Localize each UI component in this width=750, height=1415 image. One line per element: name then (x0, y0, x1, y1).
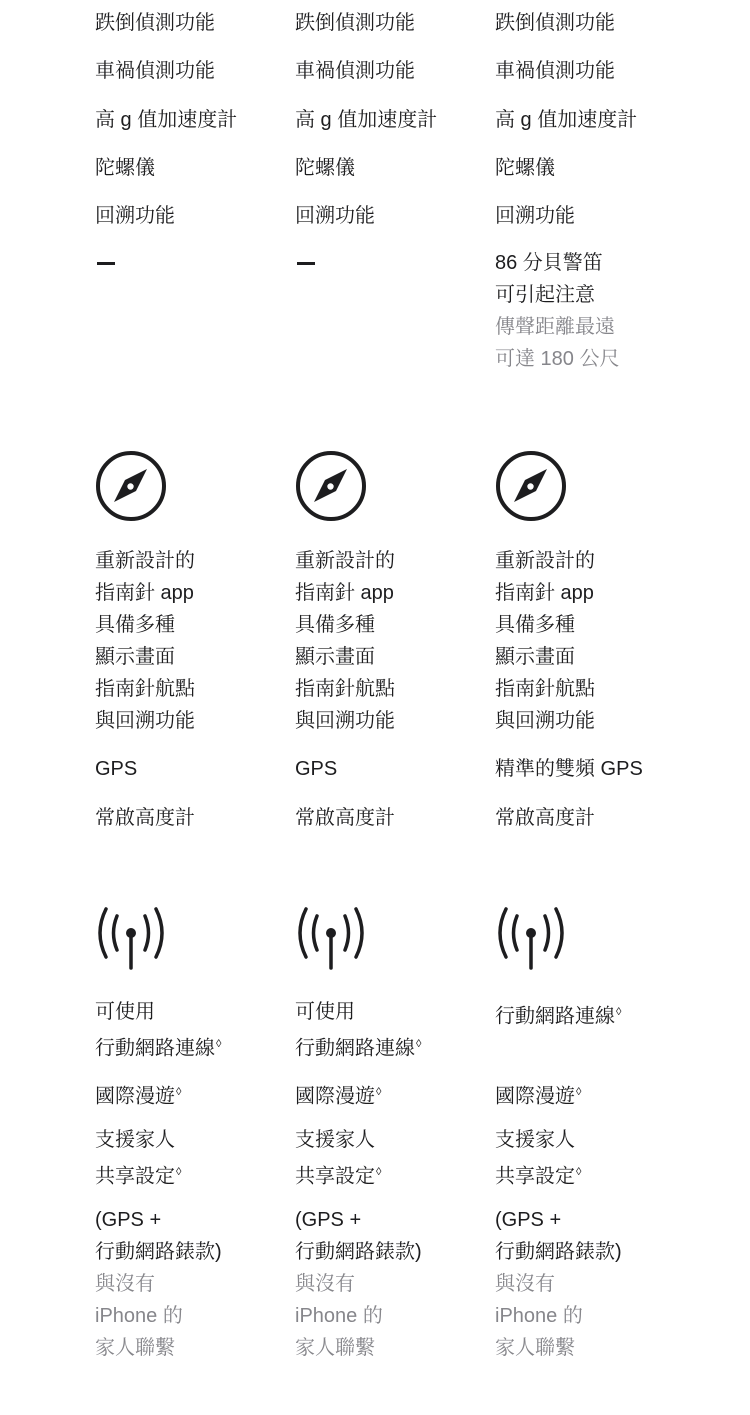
backtrack: 回溯功能 (495, 205, 575, 227)
compass-icon (495, 450, 567, 522)
note-secondary-line: 家人聯繫 (295, 1337, 375, 1359)
compass-line: 與回溯功能 (295, 710, 395, 732)
gps-label: GPS (95, 758, 138, 780)
footnote-mark: ◊ (376, 1166, 382, 1178)
roaming-label: 國際漫遊◊ (95, 1085, 182, 1108)
cellular-line: 行動網路連線◊ (95, 1037, 222, 1060)
note-secondary-line: iPhone 的 (95, 1305, 183, 1327)
compass-line: 具備多種 (495, 614, 575, 636)
backtrack: 回溯功能 (95, 205, 175, 227)
footnote-mark: ◊ (576, 1086, 582, 1098)
compass-line: 指南針航點 (295, 678, 395, 700)
note-line: 行動網路錶款) (95, 1241, 222, 1263)
not-available-dash (97, 262, 115, 265)
note-line: 行動網路錶款) (495, 1241, 622, 1263)
note-line: (GPS + (295, 1209, 362, 1231)
cellular-antenna-icon (95, 902, 167, 974)
compass-line: 指南針 app (495, 582, 594, 604)
compass-icon (95, 450, 167, 522)
high-g-accelerometer: 高 g 值加速度計 (95, 109, 238, 131)
note-secondary-line: 與沒有 (495, 1273, 555, 1295)
fall-detection: 跌倒偵測功能 (495, 12, 615, 34)
compass-line: 重新設計的 (495, 550, 595, 572)
cellular-line: 行動網路連線◊ (495, 1005, 622, 1028)
footnote-mark: ◊ (576, 1166, 582, 1178)
roaming-label: 國際漫遊◊ (495, 1085, 582, 1108)
note-secondary-line: iPhone 的 (495, 1305, 583, 1327)
note-line: (GPS + (495, 1209, 562, 1231)
cellular-antenna-icon (495, 902, 567, 974)
siren-line: 可引起注意 (495, 284, 595, 306)
high-g-accelerometer: 高 g 值加速度計 (295, 109, 438, 131)
footnote-mark: ◊ (616, 1006, 622, 1018)
note-secondary-line: 家人聯繫 (95, 1337, 175, 1359)
compass-line: 具備多種 (295, 614, 375, 636)
compass-line: 顯示畫面 (495, 646, 575, 668)
gyroscope: 陀螺儀 (295, 157, 355, 179)
altimeter-label: 常啟高度計 (95, 807, 195, 829)
compass-line: 顯示畫面 (295, 646, 375, 668)
note-secondary-line: 家人聯繫 (495, 1337, 575, 1359)
crash-detection: 車禍偵測功能 (295, 60, 415, 82)
not-available-dash (297, 262, 315, 265)
siren-secondary-line: 傳聲距離最遠 (495, 316, 615, 338)
footnote-mark: ◊ (416, 1038, 422, 1050)
compass-line: 指南針 app (295, 582, 394, 604)
fall-detection: 跌倒偵測功能 (295, 12, 415, 34)
family-setup-line: 共享設定◊ (295, 1165, 382, 1188)
compass-line: 顯示畫面 (95, 646, 175, 668)
crash-detection: 車禍偵測功能 (495, 60, 615, 82)
altimeter-label: 常啟高度計 (495, 807, 595, 829)
gps-label: GPS (295, 758, 338, 780)
cellular-antenna-icon (295, 902, 367, 974)
compass-line: 指南針 app (95, 582, 194, 604)
altimeter-label: 常啟高度計 (295, 807, 395, 829)
compass-icon (295, 450, 367, 522)
cellular-line: 可使用 (295, 1001, 355, 1023)
roaming-label: 國際漫遊◊ (295, 1085, 382, 1108)
compass-line: 與回溯功能 (95, 710, 195, 732)
cellular-line: 可使用 (95, 1001, 155, 1023)
note-line: (GPS + (95, 1209, 162, 1231)
compass-line: 與回溯功能 (495, 710, 595, 732)
fall-detection: 跌倒偵測功能 (95, 12, 215, 34)
gps-label: 精準的雙頻 GPS (495, 758, 643, 780)
siren-secondary-line: 可達 180 公尺 (495, 348, 620, 370)
compass-line: 重新設計的 (295, 550, 395, 572)
note-secondary-line: iPhone 的 (295, 1305, 383, 1327)
note-secondary-line: 與沒有 (95, 1273, 155, 1295)
gyroscope: 陀螺儀 (95, 157, 155, 179)
compass-line: 指南針航點 (95, 678, 195, 700)
footnote-mark: ◊ (216, 1038, 222, 1050)
crash-detection: 車禍偵測功能 (95, 60, 215, 82)
family-setup-line: 共享設定◊ (495, 1165, 582, 1188)
footnote-mark: ◊ (176, 1166, 182, 1178)
siren-line: 86 分貝警笛 (495, 252, 603, 274)
compass-line: 具備多種 (95, 614, 175, 636)
family-setup-line: 支援家人 (95, 1129, 175, 1151)
gyroscope: 陀螺儀 (495, 157, 555, 179)
family-setup-line: 共享設定◊ (95, 1165, 182, 1188)
cellular-line: 行動網路連線◊ (295, 1037, 422, 1060)
high-g-accelerometer: 高 g 值加速度計 (495, 109, 638, 131)
compass-line: 重新設計的 (95, 550, 195, 572)
note-secondary-line: 與沒有 (295, 1273, 355, 1295)
family-setup-line: 支援家人 (295, 1129, 375, 1151)
backtrack: 回溯功能 (295, 205, 375, 227)
family-setup-line: 支援家人 (495, 1129, 575, 1151)
footnote-mark: ◊ (176, 1086, 182, 1098)
footnote-mark: ◊ (376, 1086, 382, 1098)
compass-line: 指南針航點 (495, 678, 595, 700)
note-line: 行動網路錶款) (295, 1241, 422, 1263)
